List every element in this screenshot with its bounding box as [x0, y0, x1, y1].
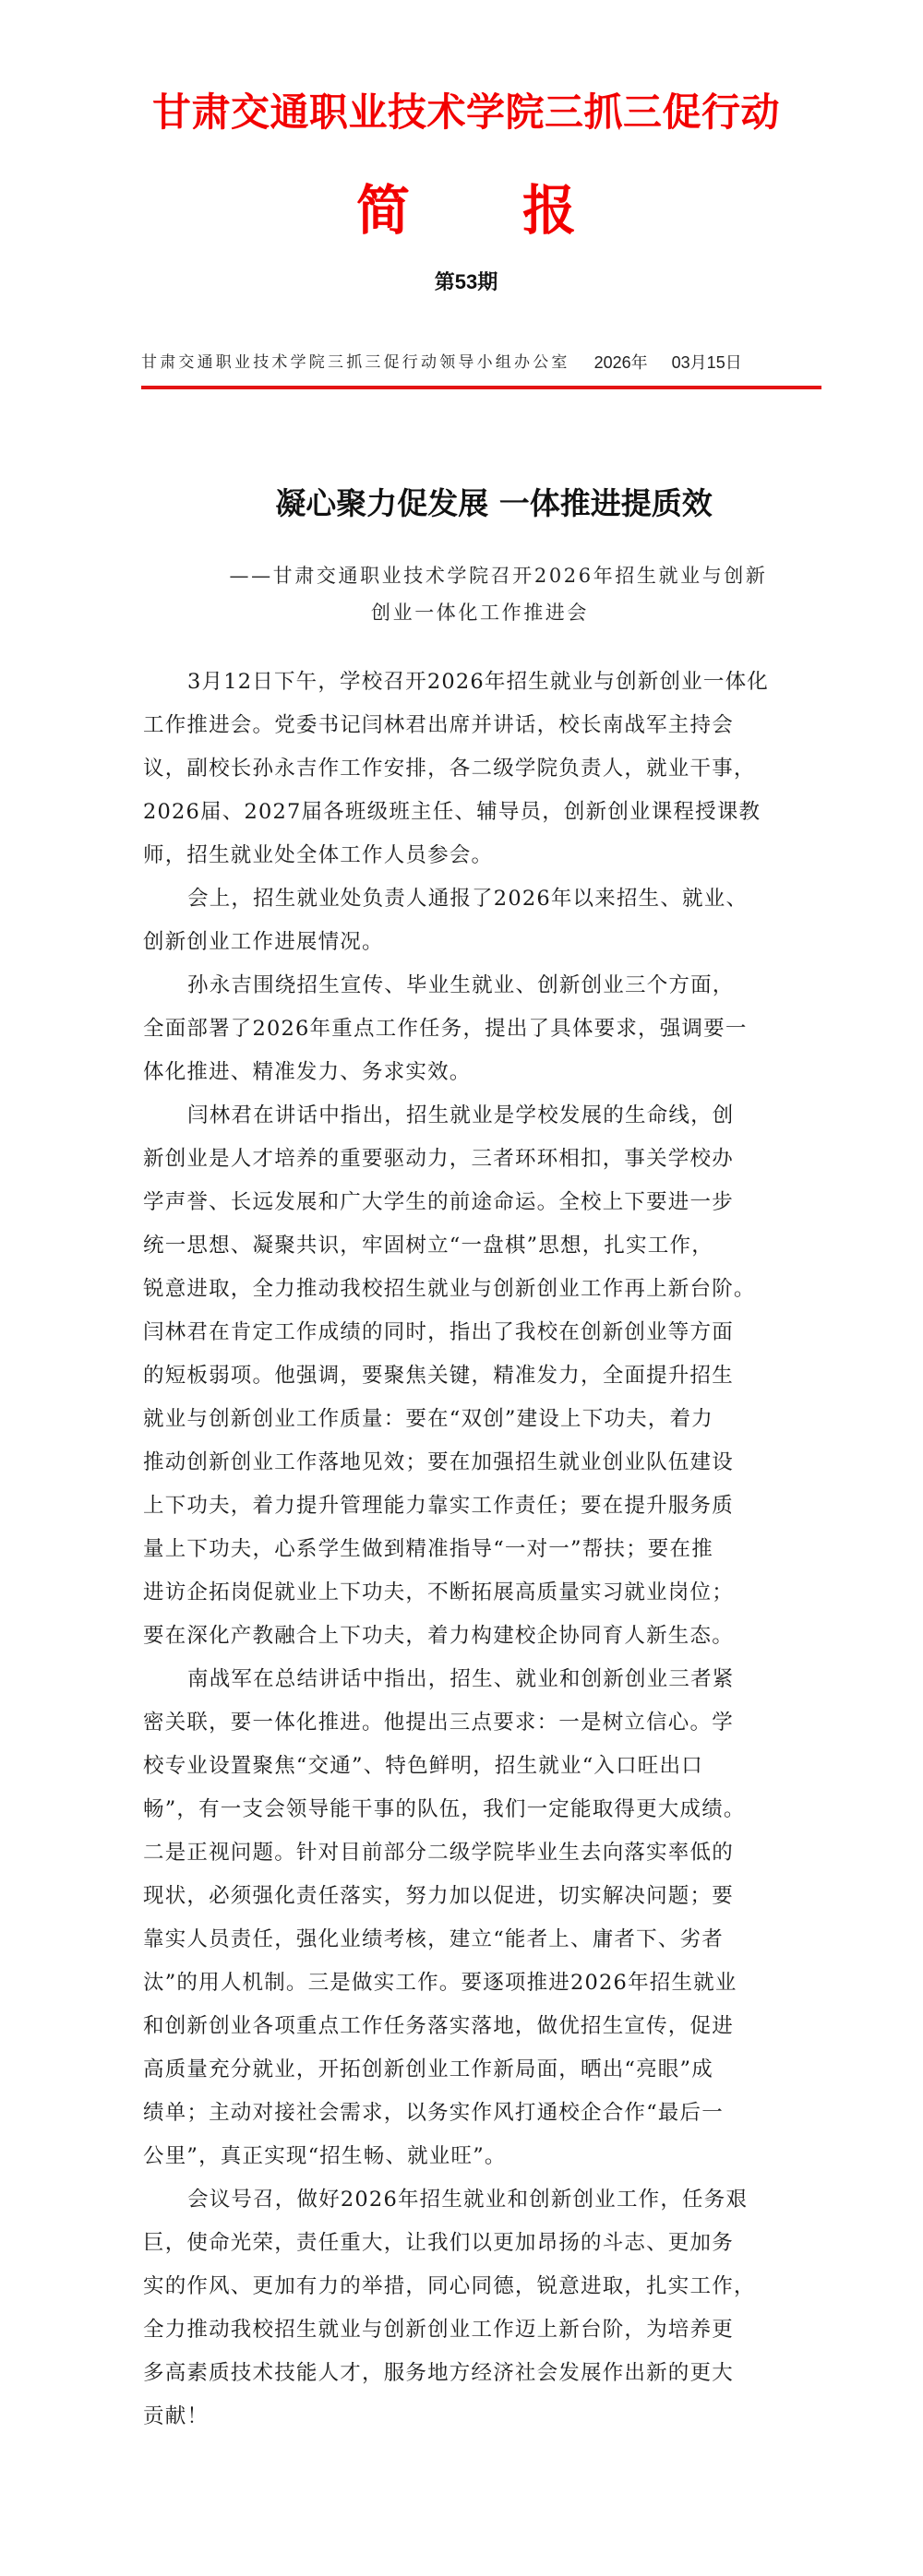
body-line: 现状，必须强化责任落实，努力加以促进，切实解决问题；要 [143, 1884, 734, 1908]
brief-char-1: 简 [355, 179, 410, 242]
article-title: 凝心聚力促发展 一体推进提质效 [275, 485, 713, 521]
body-line: 进访企拓岗促就业上下功夫，不断拓展高质量实习就业岗位； [143, 1580, 734, 1604]
body-line: 贡献！ [143, 2404, 210, 2428]
red-divider [141, 386, 821, 389]
body-line: 靠实人员责任，强化业绩考核，建立“能者上、庸者下、劣者 [143, 1927, 724, 1951]
body-line: 公里”，真正实现“招生畅、就业旺”。 [143, 2144, 507, 2168]
masthead-title: 甘肃交通职业技术学院三抓三促行动 [151, 89, 780, 135]
body-line: 就业与创新创业工作质量：要在“双创”建设上下功夫，着力 [143, 1407, 713, 1431]
body-line: 全面部署了2026年重点工作任务，提出了具体要求，强调要一 [143, 1017, 748, 1041]
body-line: 的短板弱项。他强调，要聚焦关键，精准发力，全面提升招生 [143, 1364, 734, 1388]
body-line: 实的作风、更加有力的举措，同心同德，锐意进取，扎实工作， [143, 2274, 756, 2298]
body-line: 新创业是人才培养的重要驱动力，三者环环相扣，事关学校办 [143, 1147, 734, 1171]
brief-heading [351, 173, 581, 247]
body-line: 汰”的用人机制。三是做实工作。要逐项推进2026年招生就业 [143, 1971, 737, 1995]
body-line: 议，副校长孙永吉作工作安排，各二级学院负责人，就业干事， [143, 757, 756, 781]
subtitle-line-2: 创业一体化工作推进会 [371, 602, 589, 624]
body-line: 学声誉、长远发展和广大学生的前途命运。全校上下要进一步 [143, 1190, 734, 1214]
article-subtitle [138, 557, 821, 631]
body-line: 全力推动我校招生就业与创新创业工作迈上新台阶，为培养更 [143, 2318, 734, 2342]
body-line: 上下功夫，着力提升管理能力靠实工作责任；要在提升服务质 [143, 1494, 734, 1518]
body-line: 推动创新创业工作落地见效；要在加强招生就业创业队伍建设 [143, 1450, 734, 1474]
body-line: 多高素质技术技能人才，服务地方经济社会发展作出新的更大 [143, 2361, 734, 2385]
body-line: 畅”，有一支会领导能干事的队伍，我们一定能取得更大成绩。 [143, 1797, 746, 1821]
issue-year: 2026年 [593, 353, 648, 372]
body-line: 闫林君在讲话中指出，招生就业是学校发展的生命线，创 [187, 1103, 735, 1127]
body-line: 和创新创业各项重点工作任务落实落地，做优招生宣传，促进 [143, 2014, 734, 2038]
body-line: 要在深化产教融合上下功夫，着力构建校企协同育人新生态。 [143, 1624, 734, 1648]
body-line: 体化推进、精准发力、务求实效。 [143, 1060, 472, 1084]
brief-char-2: 报 [521, 179, 576, 242]
body-line: 绩单；主动对接社会需求，以务实作风打通校企合作“最后一 [143, 2101, 724, 2125]
body-line: 孙永吉围绕招生宣传、毕业生就业、创新创业三个方面， [187, 973, 735, 997]
body-line: 闫林君在肯定工作成绩的同时，指出了我校在创新创业等方面 [143, 1320, 734, 1344]
body-line: 工作推进会。党委书记闫林君出席并讲话，校长南战军主持会 [143, 713, 734, 737]
subtitle-line-1: ——甘肃交通职业技术学院召开2026年招生就业与创新 [229, 565, 768, 587]
issue-date: 03月15日 [671, 353, 742, 372]
body-line: 锐意进取，全力推动我校招生就业与创新创业工作再上新台阶。 [143, 1277, 756, 1301]
body-line: 量上下功夫，心系学生做到精准指导“一对一”帮扶；要在推 [143, 1537, 713, 1561]
article-body [143, 661, 826, 2439]
body-line: 会议号召，做好2026年招生就业和创新创业工作，任务艰 [187, 2188, 749, 2212]
body-line: 南战军在总结讲话中指出，招生、就业和创新创业三者紧 [187, 1667, 735, 1691]
body-line: 统一思想、凝聚共识，牢固树立“一盘棋”思想，扎实工作， [143, 1234, 713, 1258]
issue-number: 第53期 [434, 270, 498, 293]
issuing-office-line [141, 351, 824, 375]
issuing-office: 甘肃交通职业技术学院三抓三促行动领导小组办公室 [141, 353, 570, 372]
body-line: 高质量充分就业，开拓创新创业工作新局面，晒出“亮眼”成 [143, 2057, 713, 2081]
body-line: 师，招生就业处全体工作人员参会。 [143, 843, 494, 867]
body-line: 会上，招生就业处负责人通报了2026年以来招生、就业、 [187, 887, 749, 911]
body-line: 校专业设置聚焦“交通”、特色鲜明，招生就业“入口旺出口 [143, 1754, 703, 1778]
body-line: 二是正视问题。针对目前部分二级学院毕业生去向落实率低的 [143, 1841, 734, 1865]
body-line: 创新创业工作进展情况。 [143, 930, 384, 954]
body-line: 3月12日下午，学校召开2026年招生就业与创新创业一体化 [187, 670, 770, 694]
body-line: 巨，使命光荣，责任重大，让我们以更加昂扬的斗志、更加务 [143, 2231, 734, 2255]
body-line: 密关联，要一体化推进。他提出三点要求：一是树立信心。学 [143, 1711, 734, 1735]
body-line: 2026届、2027届各班级班主任、辅导员，创新创业课程授课教 [143, 800, 761, 824]
